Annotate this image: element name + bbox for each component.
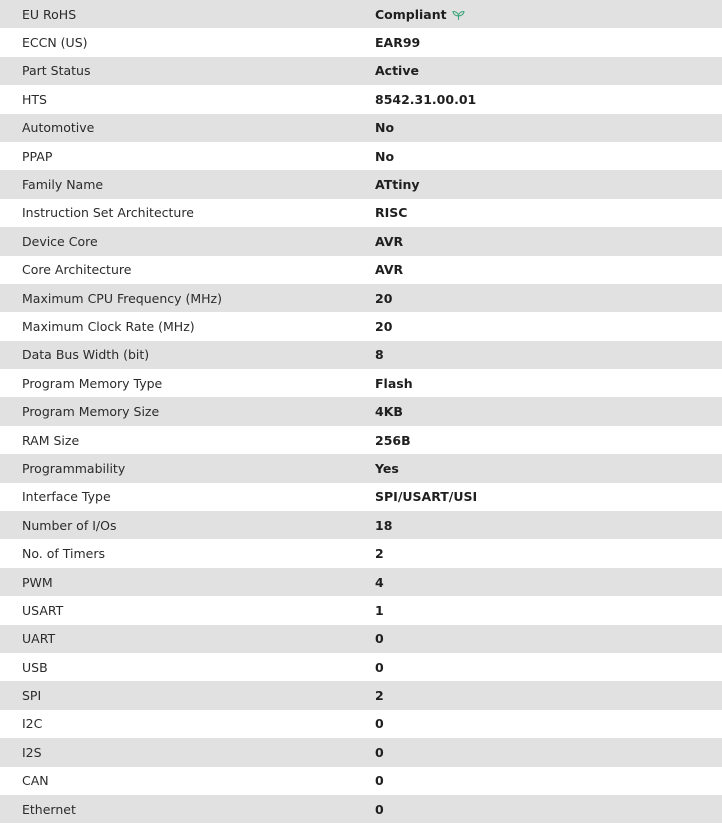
- spec-value: 0: [375, 716, 384, 732]
- spec-value: 256B: [375, 432, 411, 448]
- spec-row-pwm: [0, 568, 722, 596]
- spec-value: 4KB: [375, 404, 403, 420]
- spec-name: Instruction Set Architecture: [22, 205, 194, 221]
- spec-row-program-memory-type: [0, 369, 722, 397]
- spec-name: Ethernet: [22, 801, 76, 817]
- spec-row-ethernet: [0, 795, 722, 823]
- spec-value: 18: [375, 517, 393, 533]
- spec-name: Maximum CPU Frequency (MHz): [22, 290, 222, 306]
- spec-row-can: [0, 767, 722, 795]
- spec-name: Maximum Clock Rate (MHz): [22, 318, 195, 334]
- spec-value: Active: [375, 63, 419, 79]
- spec-row-uart: [0, 625, 722, 653]
- spec-value-cell: [375, 0, 722, 28]
- spec-value: 20: [375, 290, 393, 306]
- spec-name: Interface Type: [22, 489, 111, 505]
- spec-value: No: [375, 148, 395, 164]
- spec-value: 0: [375, 773, 384, 789]
- spec-row-spi: [0, 681, 722, 709]
- spec-name: Programmability: [22, 460, 126, 476]
- spec-row-core-architecture: [0, 256, 722, 284]
- spec-value: AVR: [375, 262, 404, 278]
- spec-name: RAM Size: [22, 432, 80, 448]
- spec-value: 1: [375, 602, 384, 618]
- spec-row-max-cpu-frequency: [0, 284, 722, 312]
- spec-value: 2: [375, 688, 384, 704]
- spec-row-data-bus-width: [0, 341, 722, 369]
- spec-name: Program Memory Type: [22, 375, 163, 391]
- spec-value: 8542.31.00.01: [375, 91, 477, 107]
- spec-row-program-memory-size: [0, 397, 722, 425]
- spec-value: 2: [375, 546, 384, 562]
- spec-row-instruction-set: [0, 199, 722, 227]
- spec-row-interface-type: [0, 483, 722, 511]
- leaf-icon: [452, 10, 465, 21]
- spec-row-programmability: [0, 454, 722, 482]
- spec-name: USART: [22, 602, 64, 618]
- spec-row-max-clock-rate: [0, 312, 722, 340]
- spec-row-device-core: [0, 227, 722, 255]
- spec-value: Yes: [375, 460, 399, 476]
- spec-value: Compliant: [375, 6, 447, 22]
- spec-name: EU RoHS: [22, 6, 77, 22]
- spec-name: SPI: [22, 688, 42, 704]
- spec-name: PPAP: [22, 148, 53, 164]
- spec-row-automotive: [0, 114, 722, 142]
- spec-name: Family Name: [22, 177, 104, 193]
- spec-value: EAR99: [375, 35, 421, 51]
- spec-row-family-name: [0, 170, 722, 198]
- spec-row-usart: [0, 596, 722, 624]
- spec-name: HTS: [22, 91, 47, 107]
- spec-row-i2c: [0, 710, 722, 738]
- spec-name: Automotive: [22, 120, 95, 136]
- spec-row-usb: [0, 653, 722, 681]
- spec-value: ATtiny: [375, 177, 420, 193]
- spec-name: Core Architecture: [22, 262, 132, 278]
- spec-row-hts: [0, 85, 722, 113]
- spec-name: UART: [22, 631, 56, 647]
- spec-name: Program Memory Size: [22, 404, 160, 420]
- spec-value: 0: [375, 801, 384, 817]
- spec-row-ram-size: [0, 426, 722, 454]
- spec-name: CAN: [22, 773, 49, 789]
- spec-value: RISC: [375, 205, 408, 221]
- spec-row-ppap: [0, 142, 722, 170]
- spec-value: SPI/USART/USI: [375, 489, 478, 505]
- spec-row-timers: [0, 539, 722, 567]
- spec-name: Number of I/Os: [22, 517, 117, 533]
- spec-value: 0: [375, 744, 384, 760]
- spec-name: No. of Timers: [22, 546, 105, 562]
- spec-row-number-of-ios: [0, 511, 722, 539]
- spec-value: 8: [375, 347, 384, 363]
- spec-row-part-status: [0, 57, 722, 85]
- spec-value: 0: [375, 631, 384, 647]
- spec-value: 20: [375, 318, 393, 334]
- spec-value: AVR: [375, 233, 404, 249]
- spec-row-i2s: [0, 738, 722, 766]
- spec-name: Data Bus Width (bit): [22, 347, 150, 363]
- spec-value: 4: [375, 574, 384, 590]
- spec-name: ECCN (US): [22, 35, 88, 51]
- spec-name: PWM: [22, 574, 53, 590]
- spec-name: Device Core: [22, 233, 98, 249]
- spec-name: USB: [22, 659, 48, 675]
- spec-name: I2C: [22, 716, 43, 732]
- spec-name: Part Status: [22, 63, 91, 79]
- spec-value: Flash: [375, 375, 413, 391]
- spec-value: No: [375, 120, 395, 136]
- spec-row-eccn: [0, 28, 722, 56]
- spec-value: 0: [375, 659, 384, 675]
- spec-row-eu-rohs: [0, 0, 722, 28]
- spec-name: I2S: [22, 744, 42, 760]
